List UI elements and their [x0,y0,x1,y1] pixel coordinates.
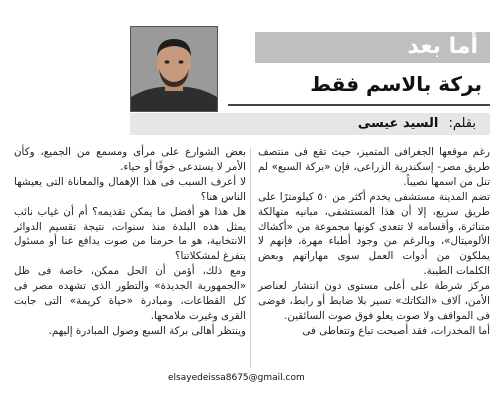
paragraph: بعض الشوارع على مرأى ومسمع من الجميع، وكأن الأمر لا يستدعى خوفًا أو حياء. [14,146,246,173]
headline-rule [228,104,490,106]
paragraph: ومع ذلك، أؤمن أن الحل ممكن، خاصة فى ظل «الجمهورية الجديدة» والتطور الذى تشهده مصر فى كل القطاعات، ومبادرة «حياة كريمة» التى جابت القرى وغيرت ملامحها. [14,265,246,322]
paragraph: لا أعرف السبب فى هذا الإهمال والمعاناة التى يعيشها الناس هنا؟ [14,175,246,203]
paragraph: تضم المدينة مستشفى يخدم أكثر من ٥٠ كيلومترًا على طريق سريع، إلا أن هذا المستشفى، مبانيه متهالكة متناثرة، وأقسامه لا تتعدى كونها مجموعة من «أكشاك الألوميتال»، وبالرغم من وجود أطباء مهرة، فإنهم لا يملكون من أدوات العمل سوى مهاراتهم وبعض الكلمات الطيبة. [258,190,490,278]
paragraph: رغم موقعها الجغرافى المتميز، حيث تقع فى منتصف طريق مصر- إسكندرية الزراعى، فإن «بركة السبع» لم تنل من اسمها نصيباً. [258,146,490,188]
author-photo [130,26,218,112]
author-email: elsayedeissa8675@gmail.com [168,373,305,383]
byline-bar [130,113,490,135]
article-column-right [258,145,490,339]
paragraph: أما المخدرات، فقد أصبحت تباع وتتعاطى فى [302,324,490,337]
author-name: السيد عيسى [357,116,439,131]
column-title: أما بعد [407,34,478,59]
column-divider [250,148,251,368]
article-column-left [14,145,246,339]
byline [358,115,476,133]
paragraph: وينتظر أهالى بركة السبع وصول المبادرة إليهم. [48,324,246,337]
paragraph: هل هذا هو أفضل ما يمكن تقديمه؟ أم أن غياب نائب يمثل هذه البلدة منذ سنوات، نتيجة تقسيم الدوائر الانتخابية، هو ما حرمنا من صوت يدافع عنا أو مسئول يتفرغ لمشكلاتنا؟ [14,205,246,263]
paragraph: مركز شرطة على أعلى مستوى دون انتشار لعناصر الأمن، آلاف «التكاتك» تسير بلا ضابط أو رابط، فوضى فى المواقف ولا صوت يعلو فوق صوت السائقين. [258,280,490,322]
article-headline: بركة بالاسم فقط [310,72,482,96]
byline-label: بقلم: [448,116,476,131]
column-title-bar [255,32,490,63]
